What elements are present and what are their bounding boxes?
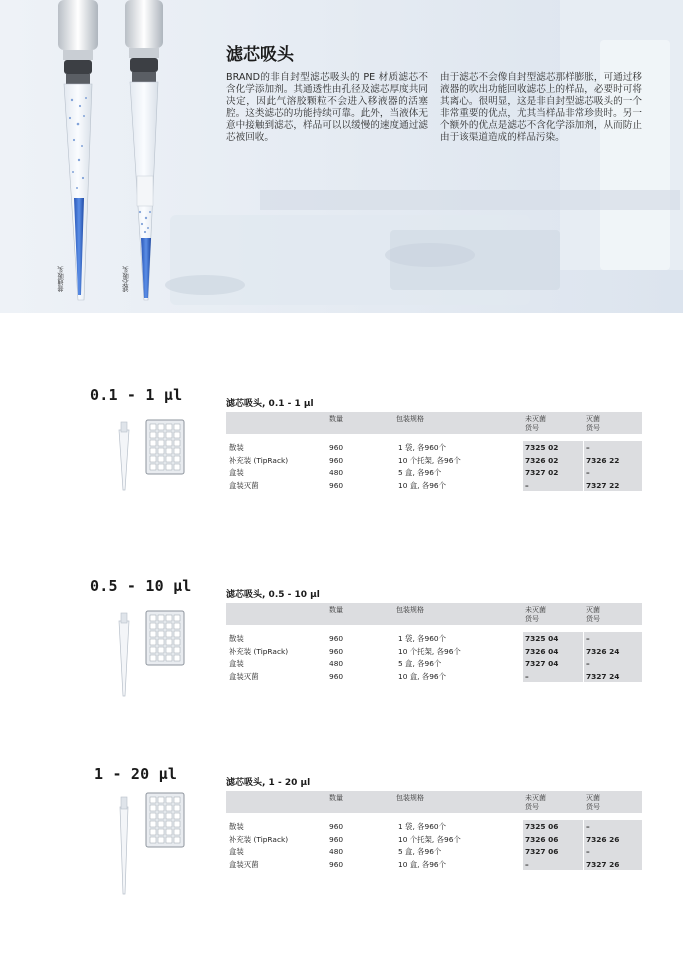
table-row: 盒装灭菌 960 10 盒, 各96个 – 7327 22 [229,480,620,490]
tip-and-rack-image [108,789,193,899]
table-row: 散装 960 1 袋, 各960个 7325 02 – [229,443,590,452]
table-title: 滤芯吸头, 0.5 - 10 µl [226,590,320,600]
product-table [226,603,642,682]
hero-banner [0,0,683,313]
table-row: 盒装灭菌 960 10 盒, 各96个 – 7327 24 [229,671,620,681]
table-row: 补充装 (TipRack) 960 10 个托架, 各96个 7326 04 7326 24 [229,646,620,656]
table-row: 盒装灭菌 960 10 盒, 各96个 – 7327 26 [229,859,620,869]
standard-tip-label: 普通吸头 [57,266,65,292]
table-body [226,820,642,870]
tip-and-rack-image [108,601,193,701]
tip-and-rack-image [108,410,193,500]
header-pack: 包装规格 [396,794,424,802]
intro-paragraph-left: BRAND的非自封型滤芯吸头的 PE 材质滤芯不含化学添加剂。其通透性由孔径及滤芯厚度共同决定，因此气溶胶颗粒不会进入移液器的活塞腔。这类滤芯的功能持续可靠。此外，当液体无意中接触到滤芯，样品可以以缓慢的速度通过滤芯被回收。 [226,72,428,144]
product-table [226,791,642,870]
table-row: 散装 960 1 袋, 各960个 7325 04 – [229,634,590,643]
table-row: 补充装 (TipRack) 960 10 个托架, 各96个 7326 02 7326 22 [229,455,620,465]
volume-range-heading: 0.5 - 10 µl [90,577,192,595]
table-row: 补充装 (TipRack) 960 10 个托架, 各96个 7326 06 7326 26 [229,834,620,844]
volume-range-heading: 0.1 - 1 µl [90,386,183,404]
table-body [226,632,642,682]
table-row: 散装 960 1 袋, 各960个 7325 06 – [229,822,590,831]
volume-range-heading: 1 - 20 µl [94,765,178,783]
header-qty: 数量 [329,606,343,614]
pipette-tips-photo [0,0,683,313]
page-title: 滤芯吸头 [226,45,294,65]
header-qty: 数量 [329,415,343,423]
table-header [226,603,642,625]
table-title: 滤芯吸头, 0.1 - 1 µl [226,399,314,409]
table-header [226,412,642,434]
header-sterile: 灭菌 货号 [586,606,600,623]
product-table [226,412,642,491]
table-body [226,441,642,491]
header-sterile: 灭菌 货号 [586,794,600,811]
table-header [226,791,642,813]
intro-paragraph-right: 由于滤芯不会像自封型滤芯那样膨胀，可通过移液器的吹出功能回收滤芯上的样品，必要时可将其离心。很明显，这是非自封型滤芯吸头的一个非常重要的优点，尤其当样品非常珍贵时。另一个额外的优点是滤芯不含化学添加剂，从而防止由于该渠道造成的样品污染。 [440,72,642,144]
table-row: 盒装 480 5 盒, 各96个 7327 04 – [229,659,590,669]
table-row: 盒装 480 5 盒, 各96个 7327 02 – [229,468,590,478]
header-non-sterile: 未灭菌 货号 [525,794,546,811]
header-qty: 数量 [329,794,343,802]
table-title: 滤芯吸头, 1 - 20 µl [226,778,311,788]
header-non-sterile: 未灭菌 货号 [525,606,546,623]
table-row: 盒装 480 5 盒, 各96个 7327 06 – [229,847,590,857]
header-sterile: 灭菌 货号 [586,415,600,432]
header-pack: 包装规格 [396,415,424,423]
header-pack: 包装规格 [396,606,424,614]
header-non-sterile: 未灭菌 货号 [525,415,546,432]
filter-tip-label: 滤芯吸头 [122,266,130,292]
